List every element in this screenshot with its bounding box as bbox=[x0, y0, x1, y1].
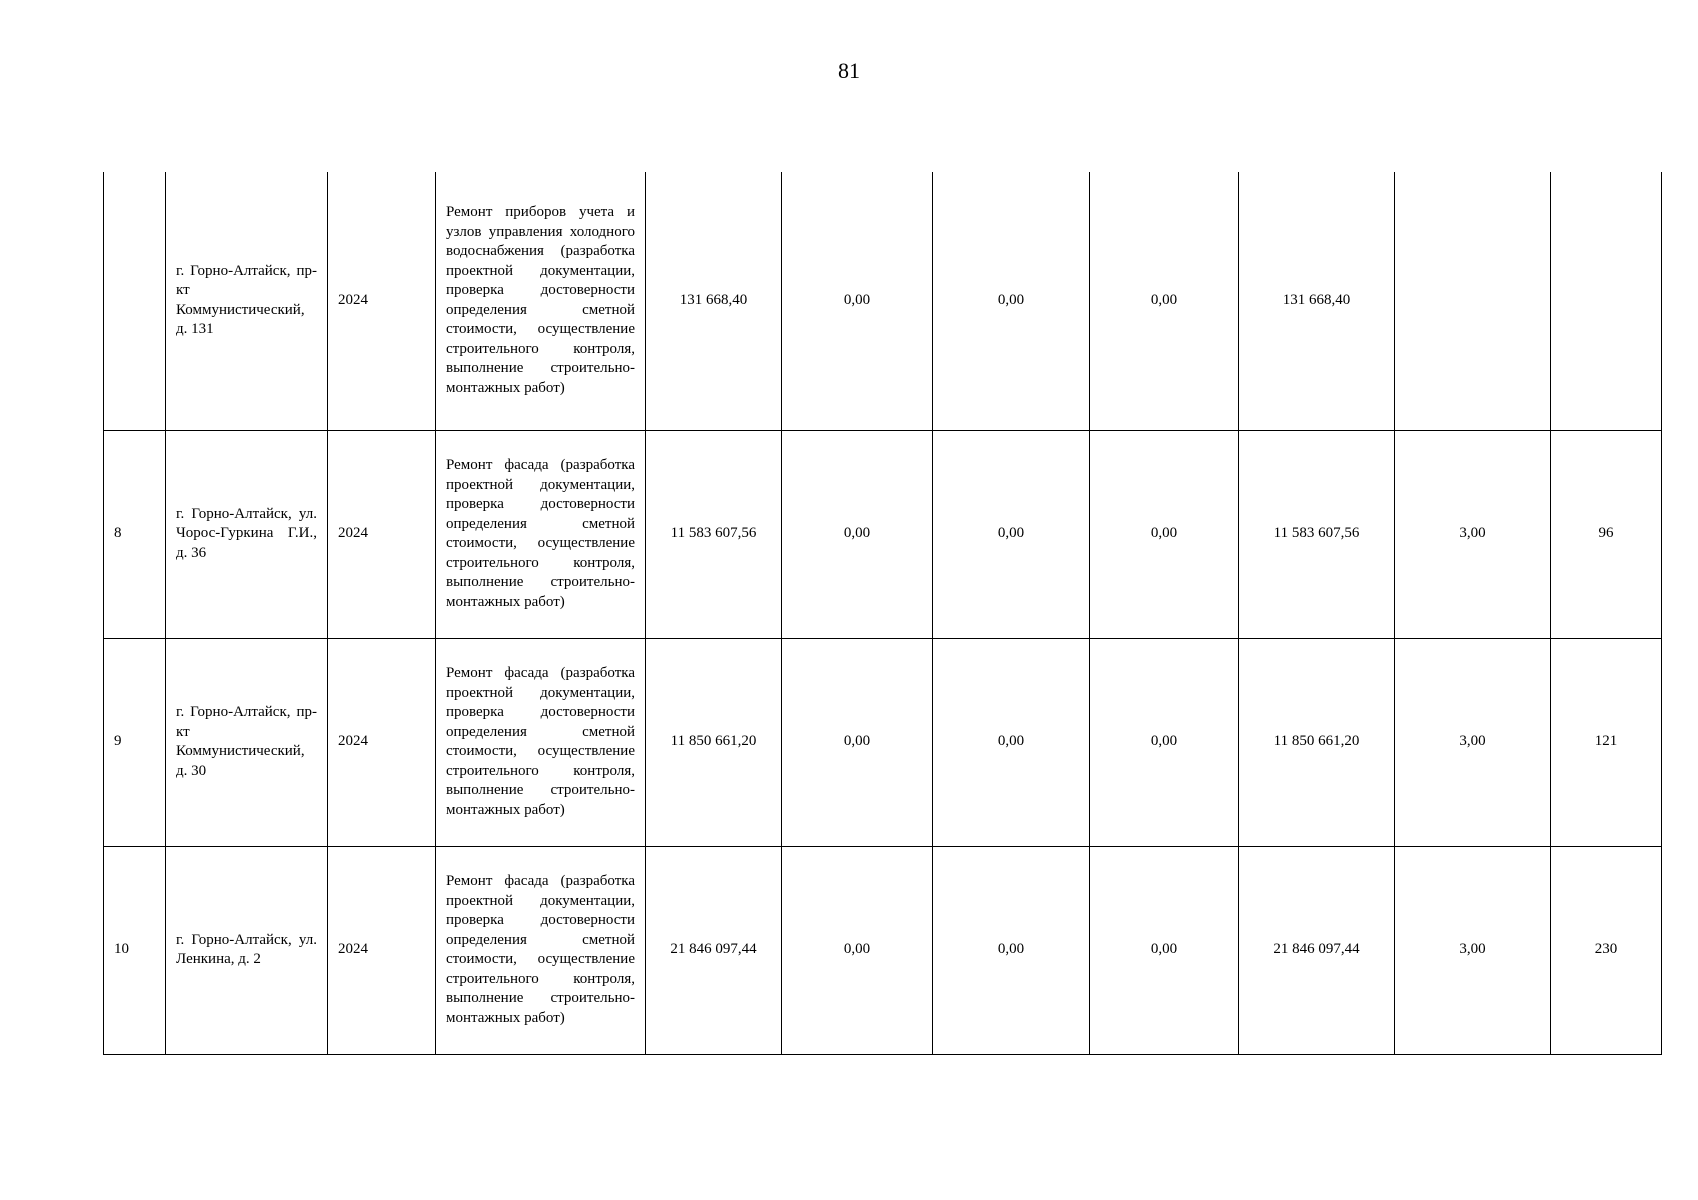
value-cell: 0,00 bbox=[782, 846, 933, 1054]
table-row bbox=[104, 638, 1662, 846]
value-cell: 3,00 bbox=[1395, 638, 1551, 846]
value-cell: 3,00 bbox=[1395, 430, 1551, 638]
value-cell: 0,00 bbox=[1090, 638, 1239, 846]
value-cell: 0,00 bbox=[782, 172, 933, 430]
row-number-cell: 10 bbox=[104, 846, 166, 1054]
value-cell: 0,00 bbox=[782, 430, 933, 638]
work-type-cell: Ремонт приборов учета и узлов управления холодного водоснабжения (разработка проектной документации, проверка достоверности определения сметной стоимости, осуществление строительного контроля, выполнение строительно-монтажных работ) bbox=[436, 172, 646, 430]
work-type-cell: Ремонт фасада (разработка проектной документации, проверка достоверности определения сметной стоимости, осуществление строительного контроля, выполнение строительно-монтажных работ) bbox=[436, 638, 646, 846]
table-row bbox=[104, 172, 1662, 430]
value-cell: 0,00 bbox=[1090, 846, 1239, 1054]
value-cell: 0,00 bbox=[1090, 430, 1239, 638]
table-row bbox=[104, 846, 1662, 1054]
value-cell: 0,00 bbox=[782, 638, 933, 846]
value-cell: 121 bbox=[1551, 638, 1662, 846]
value-cell: 0,00 bbox=[933, 638, 1090, 846]
address-cell: г. Горно-Алтайск, ул. Чорос-Гуркина Г.И., д. 36 bbox=[166, 430, 328, 638]
value-cell: 0,00 bbox=[933, 172, 1090, 430]
total-cost-cell: 21 846 097,44 bbox=[646, 846, 782, 1054]
page-number: 81 bbox=[838, 58, 860, 83]
table-row bbox=[104, 430, 1662, 638]
address-cell: г. Горно-Алтайск, пр-кт Коммунистический, д. 131 bbox=[166, 172, 328, 430]
total-cost-cell: 11 583 607,56 bbox=[646, 430, 782, 638]
address-cell: г. Горно-Алтайск, пр-кт Коммунистический, д. 30 bbox=[166, 638, 328, 846]
work-type-cell: Ремонт фасада (разработка проектной документации, проверка достоверности определения сметной стоимости, осуществление строительного контроля, выполнение строительно-монтажных работ) bbox=[436, 430, 646, 638]
row-number-cell bbox=[104, 172, 166, 430]
value-cell: 0,00 bbox=[933, 430, 1090, 638]
year-cell: 2024 bbox=[328, 846, 436, 1054]
value-cell: 230 bbox=[1551, 846, 1662, 1054]
row-number-cell: 8 bbox=[104, 430, 166, 638]
work-type-cell: Ремонт фасада (разработка проектной документации, проверка достоверности определения сметной стоимости, осуществление строительного контроля, выполнение строительно-монтажных работ) bbox=[436, 846, 646, 1054]
value-cell: 0,00 bbox=[933, 846, 1090, 1054]
value-cell bbox=[1395, 172, 1551, 430]
owners-funds-cell: 11 850 661,20 bbox=[1239, 638, 1395, 846]
year-cell: 2024 bbox=[328, 638, 436, 846]
total-cost-cell: 131 668,40 bbox=[646, 172, 782, 430]
year-cell: 2024 bbox=[328, 430, 436, 638]
value-cell: 3,00 bbox=[1395, 846, 1551, 1054]
value-cell: 0,00 bbox=[1090, 172, 1239, 430]
owners-funds-cell: 11 583 607,56 bbox=[1239, 430, 1395, 638]
repair-schedule-table bbox=[103, 172, 1662, 1055]
value-cell: 96 bbox=[1551, 430, 1662, 638]
owners-funds-cell: 131 668,40 bbox=[1239, 172, 1395, 430]
value-cell bbox=[1551, 172, 1662, 430]
address-cell: г. Горно-Алтайск, ул. Ленкина, д. 2 bbox=[166, 846, 328, 1054]
owners-funds-cell: 21 846 097,44 bbox=[1239, 846, 1395, 1054]
year-cell: 2024 bbox=[328, 172, 436, 430]
total-cost-cell: 11 850 661,20 bbox=[646, 638, 782, 846]
row-number-cell: 9 bbox=[104, 638, 166, 846]
